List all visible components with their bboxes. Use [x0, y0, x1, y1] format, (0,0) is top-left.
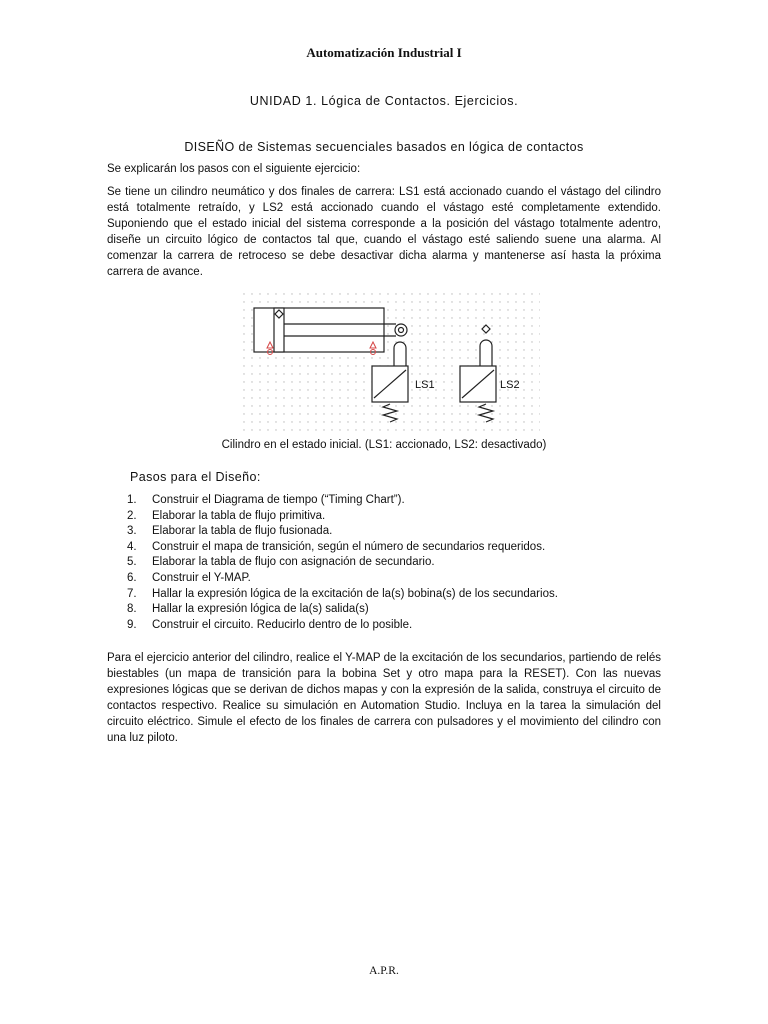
rod-end-roller-icon	[395, 324, 407, 336]
cylinder-diagram	[240, 290, 540, 432]
list-item	[107, 509, 558, 525]
page-footer: A.P.R.	[369, 965, 399, 977]
step-number: 3.	[127, 525, 137, 538]
ls1-roller-plunger-icon	[394, 342, 406, 366]
ls1-label: LS1	[415, 379, 435, 391]
cylinder-diagram-svg	[240, 290, 540, 432]
step-text: Construir el mapa de transición, según el número de secundarios requeridos.	[152, 540, 546, 553]
step-text: Hallar la expresión lógica de la(s) salida(s)	[152, 603, 369, 616]
ls2-roller-plunger-icon	[480, 340, 492, 366]
intro-text: Se explicarán los pasos con el siguiente ejercicio:	[107, 163, 361, 175]
list-item	[107, 555, 558, 571]
section-title: DISEÑO de Sistemas secuenciales basados en lógica de contactos	[184, 140, 584, 154]
step-text: Elaborar la tabla de flujo primitiva.	[152, 509, 326, 522]
list-item	[107, 618, 558, 634]
step-number: 4.	[127, 540, 137, 553]
list-item	[107, 493, 558, 509]
design-steps-list	[107, 493, 558, 633]
list-item	[107, 540, 558, 556]
step-number: 1.	[127, 494, 137, 506]
list-item	[107, 587, 558, 603]
course-header: Automatización Industrial I	[306, 45, 462, 60]
step-number: 9.	[127, 618, 137, 631]
steps-title: Pasos para el Diseño:	[130, 470, 261, 484]
diagram-caption: Cilindro en el estado inicial. (LS1: accionado, LS2: desactivado)	[221, 439, 547, 451]
list-item	[107, 602, 558, 618]
step-number: 5.	[127, 556, 137, 569]
list-item	[107, 524, 558, 540]
step-text: Construir el Diagrama de tiempo (“Timing Chart”).	[152, 494, 405, 506]
step-text: Construir el circuito. Reducirlo dentro de lo posible.	[152, 618, 413, 631]
step-number: 6.	[127, 571, 137, 584]
step-number: 2.	[127, 509, 137, 522]
unit-title: UNIDAD 1. Lógica de Contactos. Ejercicios.	[249, 94, 519, 108]
step-text: Construir el Y-MAP.	[152, 571, 251, 584]
ls2-label: LS2	[500, 379, 520, 391]
assignment-paragraph: Para el ejercicio anterior del cilindro, realice el Y-MAP de la excitación de los secundarios, partiendo de relés biestables (un mapa de transición para la bobina Set y otro mapa para la RESET). Con las nuevas expresiones lógicas que se derivan de dichos mapas y con la expresión de la salida, construya el circuito de contactos respectivo. Realice su simulación en Automation Studio. Incluya en la tarea la simulación del circuito eléctrico. Simule el efecto de los finales de carrera con pulsadores y el movimiento del cilindro con una luz piloto.	[107, 652, 661, 744]
step-text: Elaborar la tabla de flujo con asignación de secundario.	[152, 556, 435, 569]
pneumatic-cylinder	[254, 308, 407, 352]
list-item	[107, 571, 558, 587]
step-text: Elaborar la tabla de flujo fusionada.	[152, 525, 333, 538]
exercise-paragraph: Se tiene un cilindro neumático y dos finales de carrera: LS1 está accionado cuando el vástago del cilindro está totalmente retraído, y LS2 está accionado cuando el vástago esté completamente extendido. Suponiendo que el estado inicial del sistema corresponde a la posición del vástago totalmente adentro, diseñe un circuito lógico de contactos tal que, cuando el vástago esté saliendo suene una alarma. Al comenzar la carrera de retroceso se debe desactivar dicha alarma y mantenerse así hasta la próxima carrera de avance.	[107, 186, 661, 278]
step-number: 7.	[127, 587, 137, 600]
step-number: 8.	[127, 603, 137, 616]
step-text: Hallar la expresión lógica de la excitación de la(s) bobina(s) de los secundarios.	[152, 587, 558, 600]
